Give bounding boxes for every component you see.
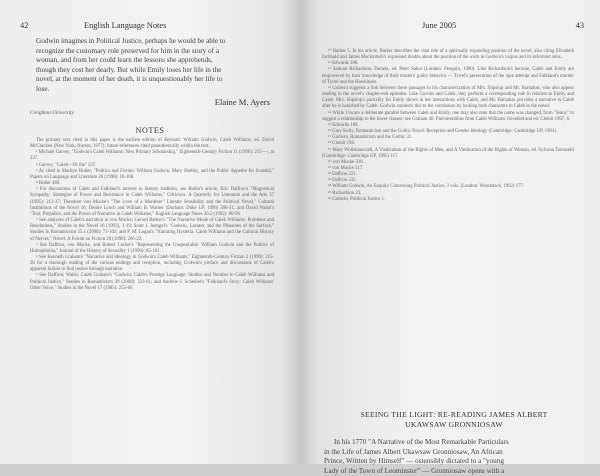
article-title-line: SEEING THE LIGHT: RE-READING JAMES ALBERT	[360, 410, 548, 419]
note: ⁵ For discussions of Caleb and Falkland's interest in literary tradition, see Butler's article, Eric Daffron's "Magnetical Sympathy: Strategies of Power and Resistance in Caleb Williams," Criticism: A Quarterly for Literature and the Arts 37 (1995): 213-37; Theodore von Mucke's "The Love of a Murderer" Literate Sensibility and the Political Novel," Cultural Institutions of the Novel 16; Deidre Lynch and William B. Warner (Durham: Duke UP, 1996) 306-31; and David Walsh's "Text, Prejudice, and the Prison of Narrative in Caleb Williams," English Language Notes 30.2 (1992): 80-96.	[30, 187, 274, 217]
notes-heading: NOTES	[135, 126, 165, 135]
body-line: Godwin imagines in Political Justice, perhaps he would be able to	[36, 37, 226, 45]
note: ¹⁹ Mary Wollstonecraft, A Vindication of the Rights of Men, and A Vindication of the Rights of Woman, ed. Sylvana Tomaselli (Cambridge: Cambridge UP, 1995) 117.	[322, 147, 574, 159]
body-line: recognize the customary role preserved for him in the story of a	[36, 46, 220, 55]
note: ²⁶ Godwin, Political Justice 1.	[328, 196, 386, 202]
author-affiliation: Creighton University	[30, 110, 74, 116]
note: ⁸ See Kenneth Graham's "Narrative and Ideology in Godwin's Caleb Williams," Eighteenth-Century Fiction 2 (1990): 215-28 for a thorough reading of the various endings and reception, including Godwin's preface and discussions of Caleb's apparent failure to find justice through narrative.	[30, 254, 274, 273]
note: ¹ Michael Garvey, "Godwin's Caleb Williams: New Primary Scholarship," Eighteenth-Century Fiction 11 (1998): 235-—; at 237.	[30, 150, 274, 162]
note: ⁷ See Daffron, von Mucke, and Robert Corber's "Representing the Unspeakable: William Godwin and the Politics of Homophobia," Journal of the History of Sexuality 1 (1990): 85-101.	[30, 242, 274, 254]
note: ²³ Daffron 232.	[328, 178, 357, 184]
note: ¹⁸ Clemit 194.	[328, 141, 355, 147]
left-page	[0, 0, 300, 464]
note: ¹⁶ Gary Kelly, Romanticism and the Gothic Novel: Reception and Gender Ideology (Cambridge: Cambridge UP, 1994).	[328, 129, 558, 135]
note: ¹³ Godwin suggests a link between these passages in his characterization of Mrs. Slipslop and Mr. Barnabas, who also appear reading in the novel's chapter-end episodes. Like Gorrins and Caleb, they perform a corresponding role in relation to Emily and Caleb. Mrs. Slipslop's partiality for Emily shows in her interactions with Caleb, and Mr. Barnabas provides a narrative to Caleb after he is banished by Caleb. Godwin connects this to the conclusion by looking both characters to Caleb in the novel.	[322, 85, 574, 110]
note: ⁶ See analyses of Caleb's narration in von Mucke; Gerard Barker's "The Narrative Mode of Caleb Williams: Problems and Resolutions," Studies in the Novel 16 (1993), 1-19; Scott J. Juengel's "Godwin, Lavater, and the Pleasures of the Surface," Studies in Romanticism 35.1 (2000): 73-102; and P. M. Logan's "Narrating Hysteria: Caleb Williams and the Cultural History of Nerves," Novel: A Forum on Fiction 29 (1996): 206-22.	[30, 218, 274, 242]
article-body	[324, 438, 580, 476]
body-line: woman, and from her could learn the lessons she apprehends,	[36, 56, 213, 65]
author-signature: Elaine M. Ayers	[214, 97, 270, 107]
right-page	[300, 0, 600, 475]
article-body-line: In his 1770 "A Narrative of the Most Remarkable Particulars	[334, 438, 509, 446]
body-line: though they cost her dearly. But while Emily loses her life in the	[36, 65, 222, 74]
note: ²⁴ William Godwin, An Enquiry Concerning Political Justice, 3 vols. (London: Woodstock, 1992) 177.	[328, 184, 525, 190]
article-body-line: Lady of the Town of Leominster" — Gronniosaw opens with a	[324, 466, 505, 475]
running-head-left: English Language Notes	[84, 21, 167, 30]
note: ²⁵ Richardson 23.	[328, 190, 362, 196]
note: ¹⁷ Godwin, Romanticism and the Gothic 31.	[328, 135, 413, 141]
body-text-left	[36, 37, 276, 95]
page-number-left: 42	[20, 21, 29, 30]
body-line: lose.	[36, 84, 50, 93]
note: ⁹ See Daffron; Walsh; Caleb Graham's "Godwin: Caleb's Prestige Language: Studies and Number in Caleb Williams and Political Justice," Studies in Romanticism 39 (2000): 323-61; and Andrew J. Scheiber's "Falkland's Story: Caleb Williams' Other Voice," Studies in the Novel 17 (1985): 255-66.	[30, 273, 274, 291]
note: ²⁰ von Mucke 318.	[328, 159, 364, 165]
article-title-line: UKAWSAW GRONNIOSAW	[405, 420, 503, 429]
note: ² Garvey, "Caleb—Or the" 237.	[36, 162, 97, 168]
notes-list-left	[30, 138, 274, 292]
note: The primary text cited in this paper is the earliest edition of Bernard: William Godwin, Caleb Williams, ed. David McCracken (New York: Norton, 1977); future references cited parenthetically within the text.	[30, 138, 274, 150]
article-title	[320, 410, 588, 430]
article-body-line: Prince, Written by Himself" — ostensibly dictated to a "young	[324, 457, 504, 466]
note: ²¹ von Mucke 317.	[328, 165, 364, 171]
note: ¹⁴ While I locate a deliberate parallel between Caleb and Emily, one may also note that the name was changed, from "Jenny" to suggest a relationship to the lower classes; see Graham 48. Parcurrentibus from Caleb Williams Unveiled and ed. Clemit 1997, 6.	[322, 110, 574, 122]
notes-list-right	[322, 49, 574, 203]
note: ⁴ Butler 469.	[36, 181, 61, 187]
note: ¹¹ Edwards 188.	[328, 61, 359, 67]
article-body-line: in the Life of James Albert Ukawsaw Gronniosaw, An African	[324, 447, 503, 456]
note: ²² Daffron 221.	[328, 172, 357, 178]
note: ¹⁵ Edwards 188.	[328, 122, 359, 128]
running-head-right: June 2005	[422, 21, 457, 30]
body-line: novel, at the moment of her death, it is unquestionably her life to	[36, 75, 223, 84]
note: ³ As cited in Marilyn Butler, "Politics and Fiction: William Godwin, Mary Shelley, and the Public Appetite for Scandal," Papers on Language and Literature 26 (1990): 18-168.	[30, 168, 274, 180]
page-number-right: 43	[575, 21, 584, 30]
note: ¹² Samuel Richardson, Pamela, ed. Peter Sabor (London: Penguin, 1980). Like Richardson's heroine, Caleb and Emily are empowered by their knowledge of their masters' guilty behavior — Tyrrel's persecution of the rape attempt and Falkland's murder of Tyrrel and the Hawkinses.	[322, 67, 574, 85]
note: ¹⁰ Barker 5. In his article, Barker describes the vital role of a spiritually expanding position of the novel, also citing Elizabeth Inchbald and James Mackintosh's expressed doubts about the position of the work in Godwin's corpus and its reformist aims.	[322, 49, 574, 61]
